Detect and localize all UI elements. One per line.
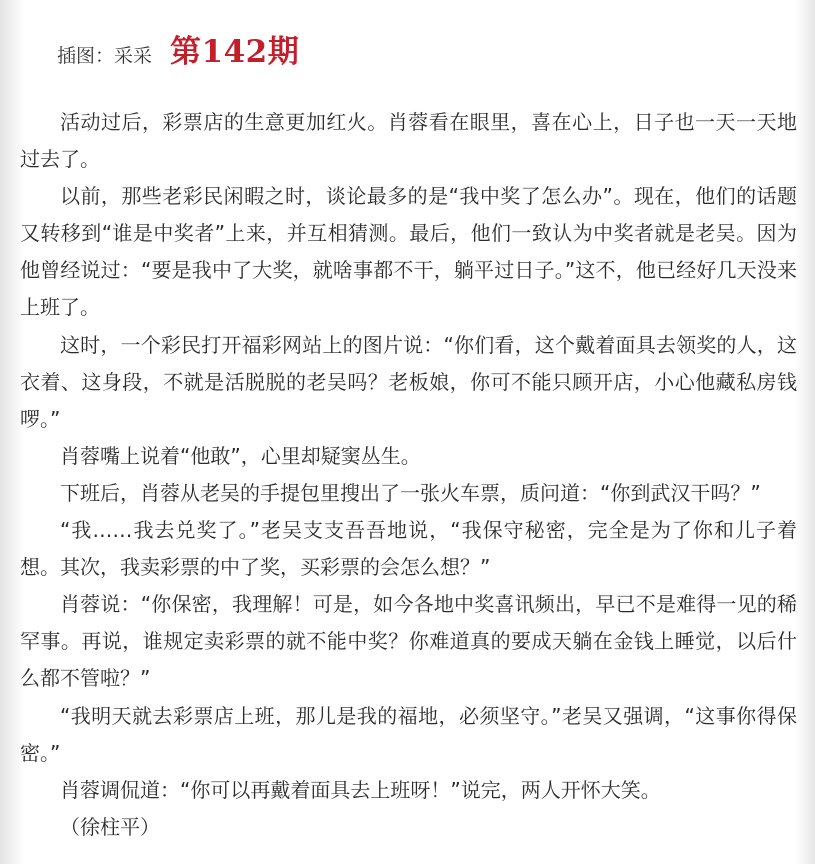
- paragraph: 活动过后，彩票店的生意更加红火。肖蓉看在眼里，喜在心上，日子也一天一天地过去了。: [20, 110, 797, 172]
- paragraph: 这时，一个彩民打开福彩网站上的图片说：“你们看，这个戴着面具去领奖的人，这衣着、这身段，不就是活脱脱的老吴吗？老板娘，你可不能只顾开店，小心他藏私房钱啰。”: [20, 332, 797, 431]
- illustration-credit: 插图：采采: [57, 45, 153, 67]
- paragraph: “我……我去兑奖了。”老吴支支吾吾地说，“我保守秘密，完全是为了你和儿子着想。其次，我卖彩票的中了奖，买彩票的会怎么想？”: [20, 518, 797, 580]
- author-signature: （徐柱平）: [60, 814, 160, 839]
- paragraph: 下班后，肖蓉从老吴的手提包里搜出了一张火车票，质问道：“你到武汉干吗？”: [60, 480, 761, 505]
- paragraph: 肖蓉调侃道：“你可以再戴着面具去上班呀！”说完，两人开怀大笑。: [60, 777, 661, 802]
- paragraph: 肖蓉说：“你保密，我理解！可是，如今各地中奖喜讯频出，早已不是难得一见的稀罕事。再说，谁规定卖彩票的就不能中奖？你难道真的要成天躺在金钱上睡觉，以后什么都不管啦？”: [20, 592, 797, 691]
- page-edge-shadow-right: [795, 0, 815, 864]
- paragraph: “我明天就去彩票店上班，那儿是我的福地，必须坚守。”老吴又强调，“这事你得保密。”: [20, 703, 797, 765]
- paragraph: 肖蓉嘴上说着“他敢”，心里却疑窦丛生。: [60, 443, 421, 468]
- article-body: [20, 104, 797, 846]
- article-header: [57, 26, 299, 70]
- paragraph: 以前，那些老彩民闲暇之时，谈论最多的是“我中奖了怎么办”。现在，他们的话题又转移到“谁是中奖者”上来，并互相猜测。最后，他们一致认为中奖者就是老吴。因为他曾经说过：“要是我中了大奖，就啥事都不干，躺平过日子。”这不，他已经好几天没来上班了。: [20, 184, 797, 320]
- issue-number: 第142期: [170, 34, 300, 70]
